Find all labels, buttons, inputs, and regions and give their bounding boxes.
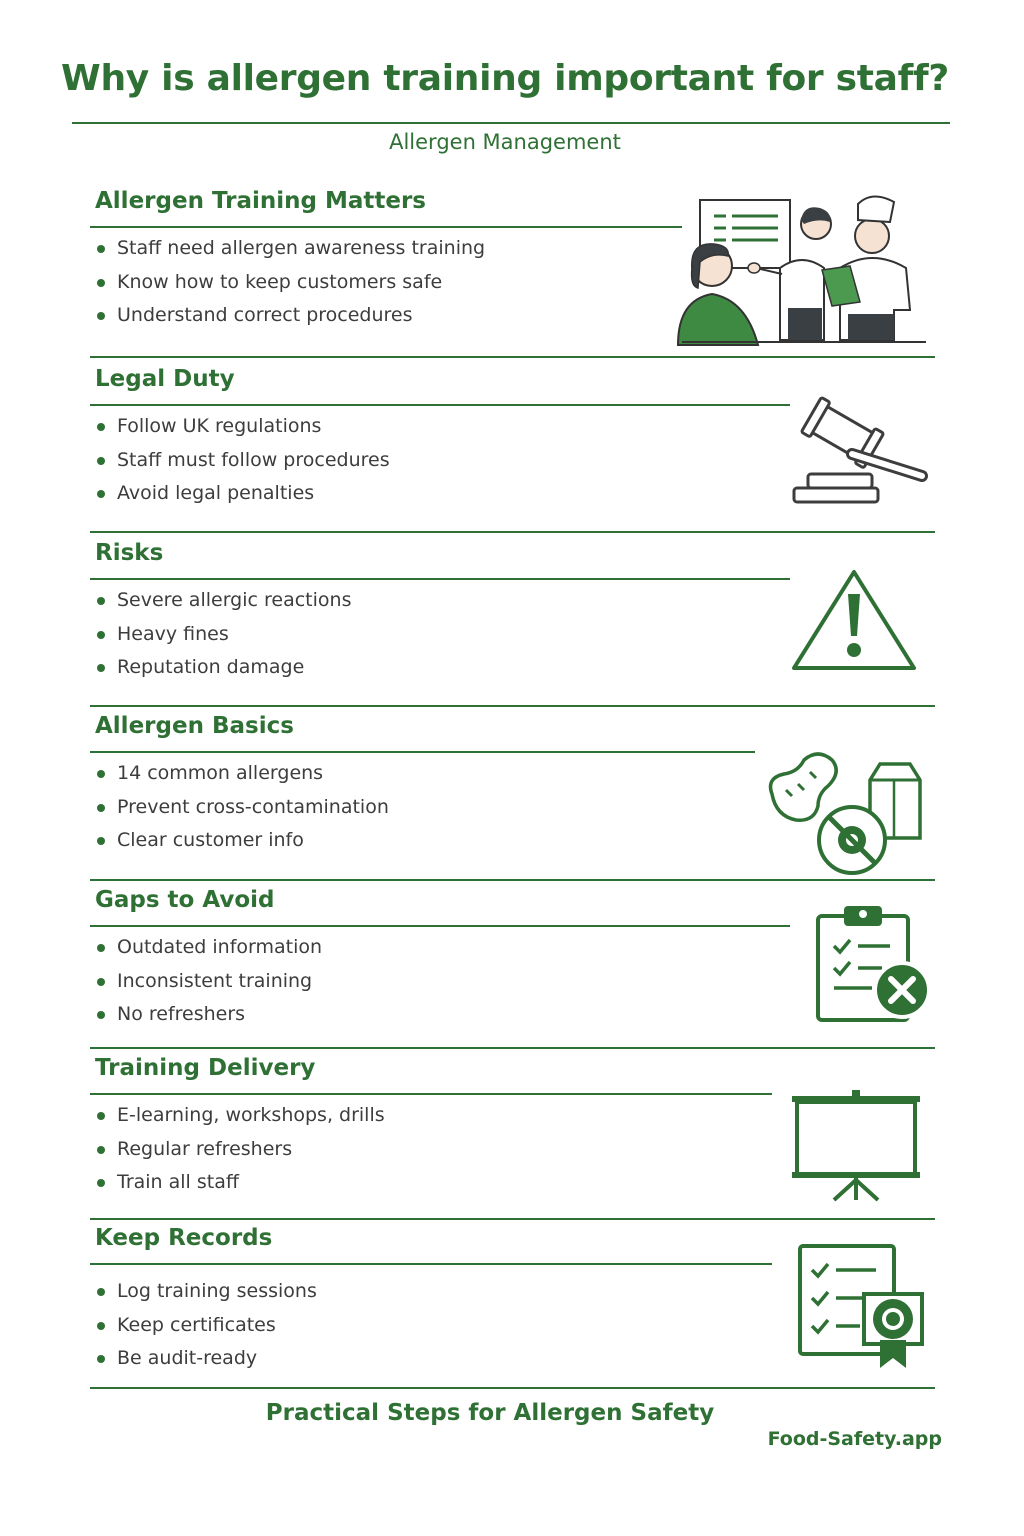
list-item: Clear customer info — [95, 824, 389, 858]
section-heading: Training Delivery — [95, 1055, 316, 1081]
certificate-checklist-icon — [796, 1242, 928, 1372]
heading-underline — [90, 1093, 772, 1095]
list-item: Log training sessions — [95, 1275, 317, 1309]
heading-underline — [90, 925, 790, 927]
bullet-list — [95, 232, 485, 333]
list-item: Follow UK regulations — [95, 410, 390, 444]
list-item: Inconsistent training — [95, 965, 322, 999]
section-divider — [90, 356, 935, 358]
staff-training-illustration — [672, 190, 934, 350]
footer-title: Practical Steps for Allergen Safety — [265, 1400, 715, 1426]
section-heading: Risks — [95, 540, 164, 566]
list-item: Outdated information — [95, 931, 322, 965]
heading-underline — [90, 404, 790, 406]
list-item: Prevent cross-contamination — [95, 791, 389, 825]
page-subtitle: Allergen Management — [389, 130, 621, 154]
bullet-list — [95, 1099, 385, 1200]
gavel-icon — [790, 392, 935, 507]
list-item: Know how to keep customers safe — [95, 266, 485, 300]
section-heading: Legal Duty — [95, 366, 235, 392]
list-item: Staff need allergen awareness training — [95, 232, 485, 266]
list-item: Regular refreshers — [95, 1133, 385, 1167]
brand-name: Food-Safety.app — [767, 1428, 942, 1450]
section-heading: Keep Records — [95, 1225, 273, 1251]
list-item: Understand correct procedures — [95, 299, 485, 333]
page-title: Why is allergen training important for staff? — [61, 58, 949, 99]
title-divider — [72, 122, 950, 124]
section-divider — [90, 531, 935, 533]
allergens-icon — [762, 750, 932, 878]
list-item: Be audit-ready — [95, 1342, 317, 1376]
warning-icon — [788, 566, 920, 674]
heading-underline — [90, 226, 682, 228]
section-divider — [90, 1387, 935, 1389]
section-divider — [90, 1047, 935, 1049]
list-item: Avoid legal penalties — [95, 477, 390, 511]
heading-underline — [90, 578, 790, 580]
list-item: Reputation damage — [95, 651, 351, 685]
bullet-list — [95, 931, 322, 1032]
list-item: Train all staff — [95, 1166, 385, 1200]
section-heading: Gaps to Avoid — [95, 887, 275, 913]
bullet-list — [95, 584, 351, 685]
heading-underline — [90, 1263, 772, 1265]
list-item: Keep certificates — [95, 1309, 317, 1343]
list-item: Severe allergic reactions — [95, 584, 351, 618]
list-item: Heavy fines — [95, 618, 351, 652]
presentation-board-icon — [790, 1090, 922, 1204]
section-heading: Allergen Training Matters — [95, 188, 426, 214]
list-item: Staff must follow procedures — [95, 444, 390, 478]
bullet-list — [95, 757, 389, 858]
section-heading: Allergen Basics — [95, 713, 294, 739]
list-item: No refreshers — [95, 998, 322, 1032]
bullet-list — [95, 410, 390, 511]
section-divider — [90, 1218, 935, 1220]
section-divider — [90, 705, 935, 707]
heading-underline — [90, 751, 755, 753]
clipboard-x-icon — [812, 902, 934, 1024]
list-item: E-learning, workshops, drills — [95, 1099, 385, 1133]
bullet-list — [95, 1275, 317, 1376]
list-item: 14 common allergens — [95, 757, 389, 791]
section-divider — [90, 879, 935, 881]
